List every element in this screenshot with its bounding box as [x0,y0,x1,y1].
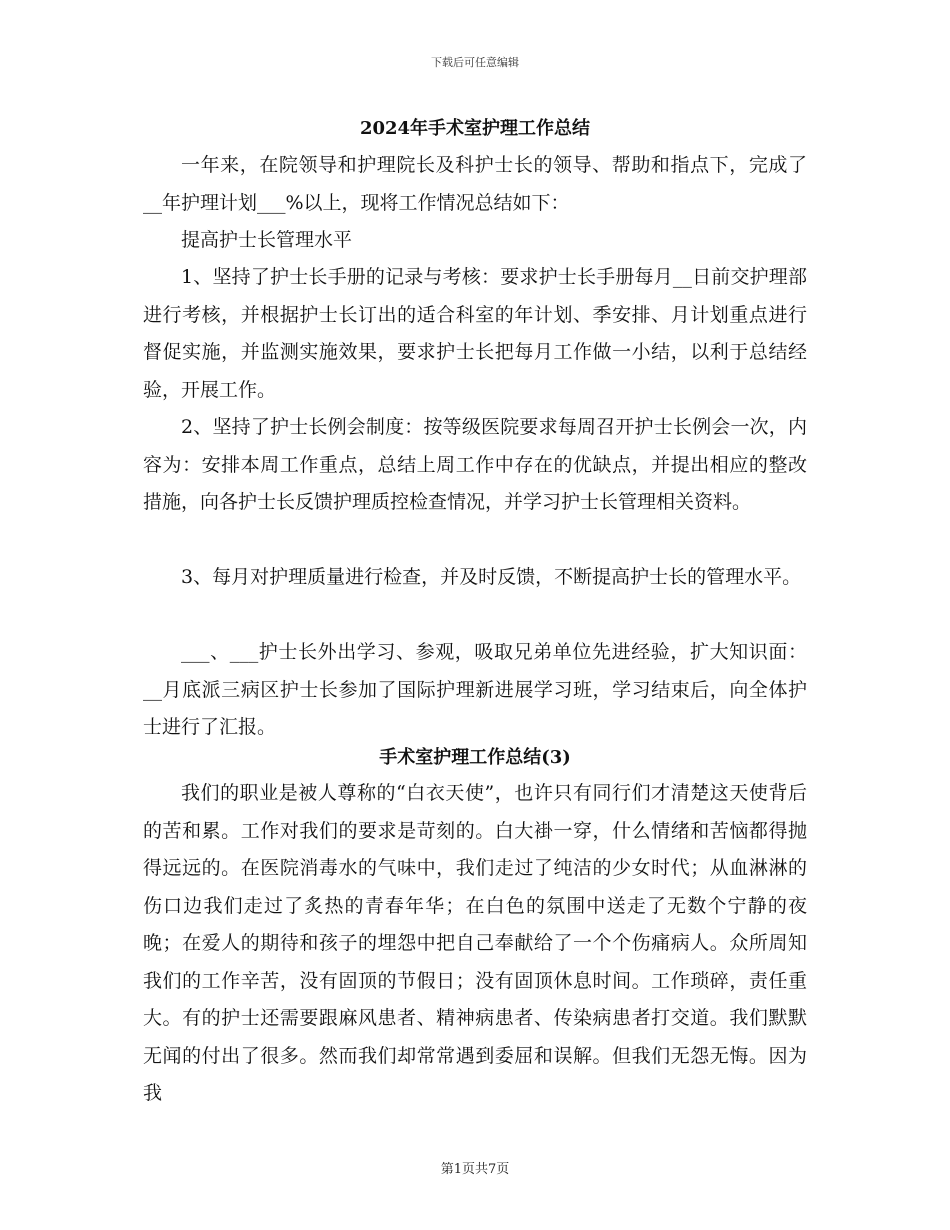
paragraph-item-1: 1、坚持了护士长手册的记录与考核：要求护士长手册每月__日前交护理部进行考核，并根据护士长订出的适合科室的年计划、季安排、月计划重点进行督促实施，并监测实施效果，要求护士长把每月工作做一小结，以利于总结经验，开展工作。 [143,266,807,401]
document-title: 2024年手术室护理工作总结 [359,118,591,139]
header-note: 下载后可任意编辑 [431,56,519,69]
paragraph-study: ___、___护士长外出学习、参观，吸取兄弟单位先进经验，扩大知识面：__月底派三病区护士长参加了国际护理新进展学习班，学习结束后，向全体护士进行了汇报。 [143,641,807,738]
paragraph-angel: 我们的职业是被人尊称的“白衣天使”，也许只有同行们才清楚这天使背后的苦和累。工作对我们的要求是苛刻的。白大褂一穿，什么情绪和苦恼都得抛得远远的。在医院消毒水的气味中，我们走过了纯洁的少女时代；从血淋淋的伤口边我们走过了炙热的青春年华；在白色的氛围中送走了无数个宁静的夜晚；在爱人的期待和孩子的埋怨中把自己奉献给了一个个伤痛病人。众所周知我们的工作辛苦，没有固顶的节假日；没有固顶休息时间。工作琐碎，责任重大。有的护士还需要跟麻风患者、精神病患者、传染病患者打交道。我们默默无闻的付出了很多。然而我们却常常遇到委屈和误解。但我们无怨无悔。因为我 [143,782,807,1104]
page-number: 第1页共7页 [440,1162,510,1177]
intro-paragraph: 一年来，在院领导和护理院长及科护士长的领导、帮助和指点下，完成了__年护理计划___%以上，现将工作情况总结如下： [143,154,807,214]
section-heading: 提高护士长管理水平 [181,229,353,251]
section-title: 手术室护理工作总结(3) [379,747,571,768]
paragraph-item-3: 3、每月对护理质量进行检查，并及时反馈，不断提高护士长的管理水平。 [181,566,802,588]
paragraph-item-2: 2、坚持了护士长例会制度：按等级医院要求每周召开护士长例会一次，内容为：安排本周工作重点，总结上周工作中存在的优缺点，并提出相应的整改措施，向各护士长反馈护理质控检查情况，并学习护士长管理相关资料。 [143,416,807,513]
